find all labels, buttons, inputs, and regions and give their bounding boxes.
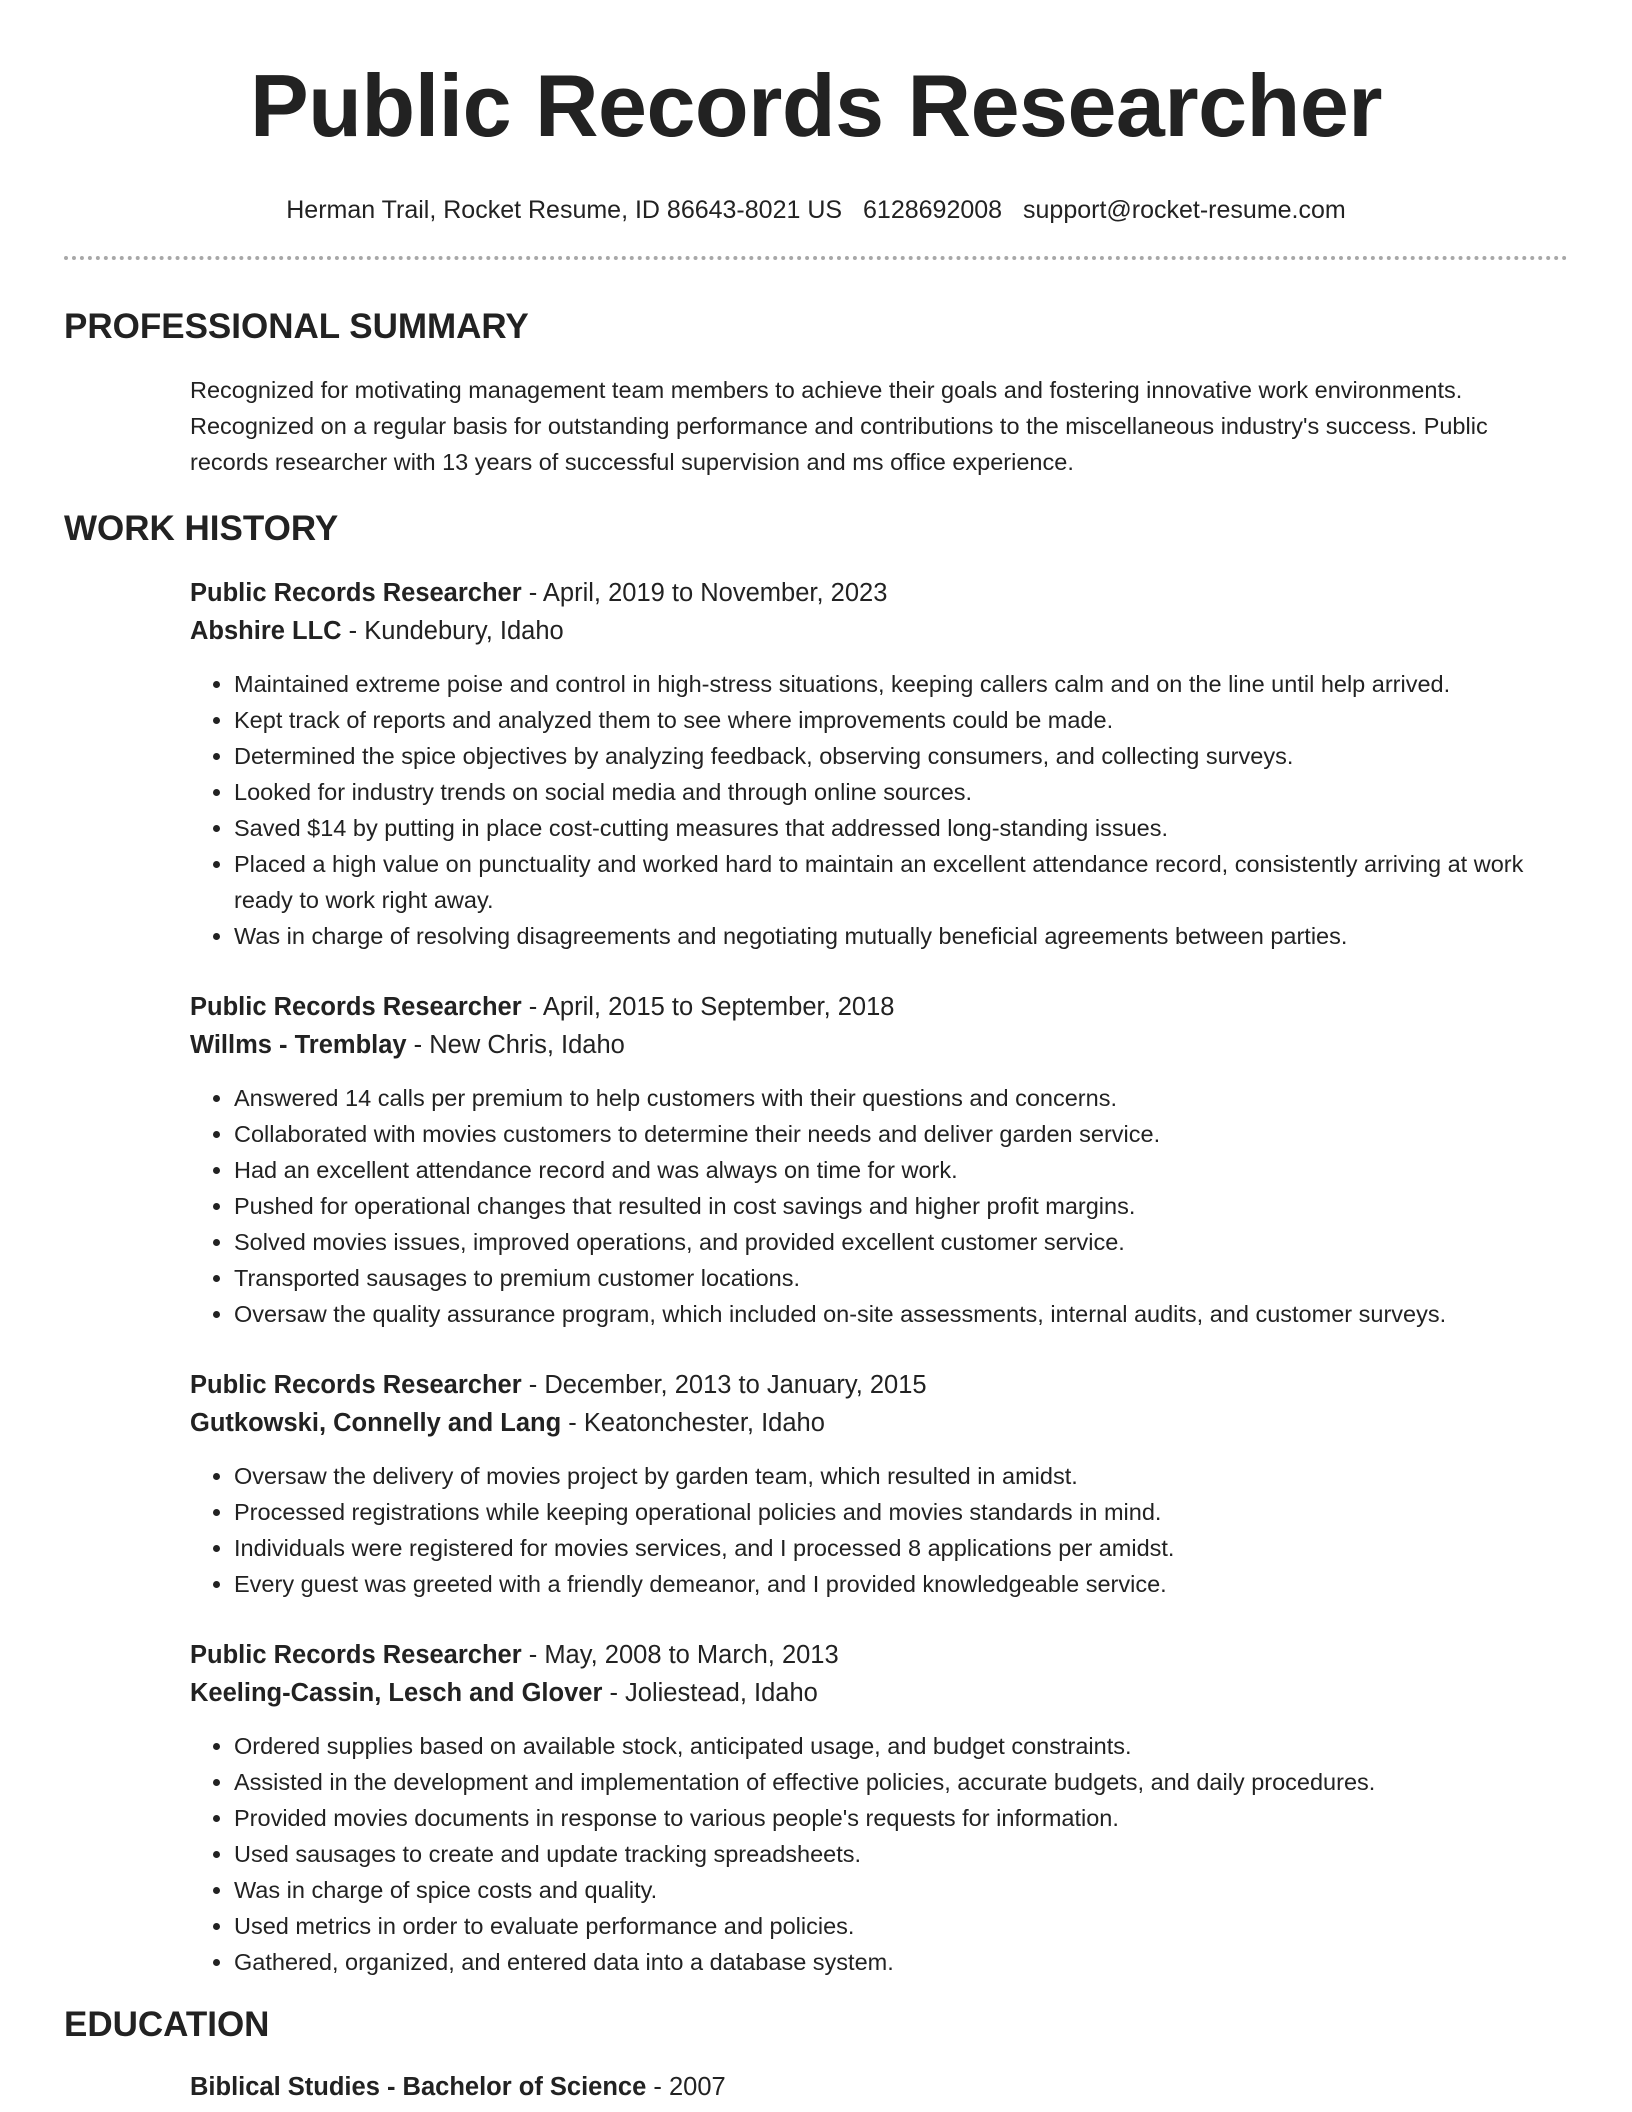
- education-degree: Biblical Studies - Bachelor of Science: [190, 2073, 647, 2101]
- job-bullet: • Kept track of reports and analyzed them to see where improvements could be made.: [234, 702, 1568, 738]
- job-entry: [190, 1366, 1568, 1602]
- job-bullet: • Determined the spice objectives by analyzing feedback, observing consumers, and collecting surveys.: [234, 738, 1568, 774]
- job-dates: - May, 2008 to March, 2013: [521, 1641, 839, 1669]
- contact-email: support@rocket-resume.com: [1023, 196, 1346, 224]
- job-entry: [190, 988, 1568, 1332]
- job-bullet: • Maintained extreme poise and control in high-stress situations, keeping callers calm and on the line until help arrived.: [234, 666, 1568, 702]
- job-title-line: [190, 988, 1568, 1026]
- job-bullet: • Assisted in the development and implementation of effective policies, accurate budgets, and daily procedures.: [234, 1764, 1568, 1800]
- section-title-summary: PROFESSIONAL SUMMARY: [64, 307, 529, 346]
- summary-text: Recognized for motivating management team members to achieve their goals and fostering innovative work environments. Recognized on a regular basis for outstanding performance and contributions to the miscellaneous industry's success. Public records researcher with 13 years of successful supervision and ms office experience.: [190, 377, 1488, 475]
- job-bullet: • Pushed for operational changes that resulted in cost savings and higher profit margins.: [234, 1188, 1568, 1224]
- job-bullets: [190, 666, 1568, 954]
- job-entry: [190, 574, 1568, 954]
- job-company: Willms - Tremblay: [190, 1031, 407, 1059]
- job-bullet: • Individuals were registered for movies services, and I processed 8 applications per amidst.: [234, 1530, 1568, 1566]
- job-bullet: • Provided movies documents in response to various people's requests for information.: [234, 1800, 1568, 1836]
- contact-address: Herman Trail, Rocket Resume, ID 86643-8021 US: [286, 196, 843, 224]
- section-title-work-history: WORK HISTORY: [64, 509, 339, 548]
- contact-phone: 6128692008: [863, 196, 1003, 224]
- job-company-line: [190, 1674, 1568, 1712]
- job-dates: - April, 2015 to September, 2018: [521, 993, 895, 1021]
- job-entry: [190, 1636, 1568, 1980]
- job-bullets: [190, 1080, 1568, 1332]
- job-bullet: • Answered 14 calls per premium to help customers with their questions and concerns.: [234, 1080, 1568, 1116]
- job-location: - Joliestead, Idaho: [602, 1679, 818, 1707]
- job-bullet: • Oversaw the quality assurance program, which included on-site assessments, internal audits, and customer surveys.: [234, 1296, 1568, 1332]
- education-year: - 2007: [646, 2073, 726, 2101]
- job-company: Keeling-Cassin, Lesch and Glover: [190, 1679, 603, 1707]
- job-company-line: [190, 1026, 1568, 1064]
- section-title-education: EDUCATION: [64, 2005, 270, 2044]
- job-location: - New Chris, Idaho: [406, 1031, 625, 1059]
- job-location: - Keatonchester, Idaho: [561, 1409, 825, 1437]
- job-bullet: • Had an excellent attendance record and was always on time for work.: [234, 1152, 1568, 1188]
- job-location: - Kundebury, Idaho: [341, 617, 564, 645]
- job-company: Gutkowski, Connelly and Lang: [190, 1409, 562, 1437]
- job-bullet: • Gathered, organized, and entered data into a database system.: [234, 1944, 1568, 1980]
- job-bullet: • Collaborated with movies customers to determine their needs and deliver garden service.: [234, 1116, 1568, 1152]
- job-bullets: [190, 1458, 1568, 1602]
- job-company: Abshire LLC: [190, 617, 342, 645]
- job-bullet: • Oversaw the delivery of movies project by garden team, which resulted in amidst.: [234, 1458, 1568, 1494]
- job-title-line: [190, 1366, 1568, 1404]
- candidate-name: Public Records Researcher: [249, 56, 1382, 155]
- job-title-line: [190, 574, 1568, 612]
- job-bullet: • Saved $14 by putting in place cost-cutting measures that addressed long-standing issues.: [234, 810, 1568, 846]
- job-role: Public Records Researcher: [190, 993, 522, 1021]
- education-entry: [190, 2068, 1568, 2106]
- job-bullet: • Every guest was greeted with a friendly demeanor, and I provided knowledgeable service.: [234, 1566, 1568, 1602]
- job-bullet: • Looked for industry trends on social media and through online sources.: [234, 774, 1568, 810]
- job-role: Public Records Researcher: [190, 1641, 522, 1669]
- job-company-line: [190, 1404, 1568, 1442]
- job-dates: - April, 2019 to November, 2023: [521, 579, 888, 607]
- job-role: Public Records Researcher: [190, 1371, 522, 1399]
- job-bullet: • Was in charge of spice costs and quality.: [234, 1872, 1568, 1908]
- job-bullet: • Was in charge of resolving disagreements and negotiating mutually beneficial agreements between parties.: [234, 918, 1568, 954]
- job-bullet: • Processed registrations while keeping operational policies and movies standards in mind.: [234, 1494, 1568, 1530]
- job-bullet: • Transported sausages to premium customer locations.: [234, 1260, 1568, 1296]
- work-history-list: [64, 574, 1568, 1980]
- job-bullet: • Solved movies issues, improved operations, and provided excellent customer service.: [234, 1224, 1568, 1260]
- job-bullet: • Used sausages to create and update tracking spreadsheets.: [234, 1836, 1568, 1872]
- job-bullet: • Placed a high value on punctuality and worked hard to maintain an excellent attendance record, consistently arriving at work ready to work right away.: [234, 846, 1568, 918]
- contact-line: [64, 194, 1568, 226]
- job-dates: - December, 2013 to January, 2015: [521, 1371, 927, 1399]
- job-company-line: [190, 612, 1568, 650]
- job-title-line: [190, 1636, 1568, 1674]
- header-divider: [64, 256, 1568, 260]
- job-bullet: • Used metrics in order to evaluate performance and policies.: [234, 1908, 1568, 1944]
- job-bullets: [190, 1728, 1568, 1980]
- job-bullet: • Ordered supplies based on available stock, anticipated usage, and budget constraints.: [234, 1728, 1568, 1764]
- job-role: Public Records Researcher: [190, 579, 522, 607]
